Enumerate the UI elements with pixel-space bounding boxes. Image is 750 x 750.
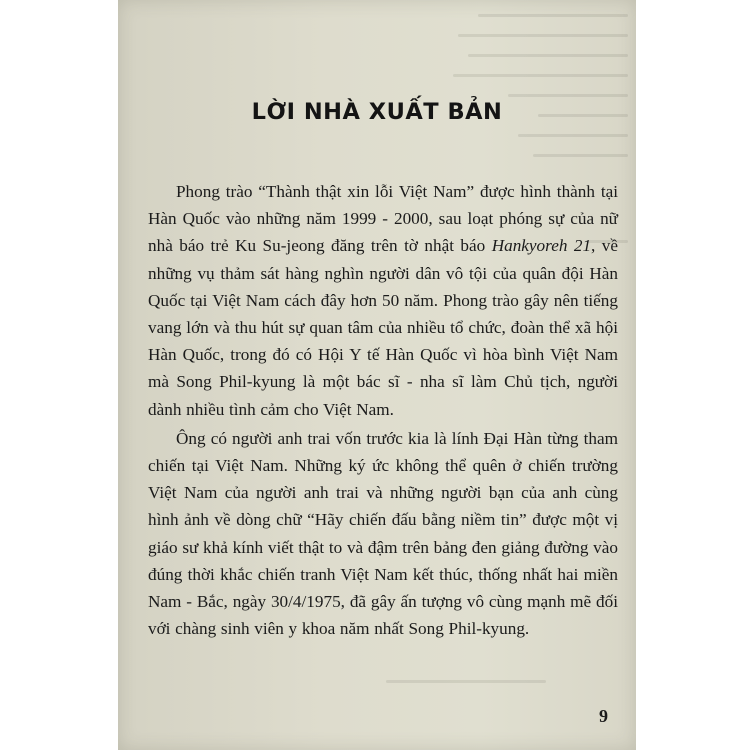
paragraph-1-text-before: Phong trào “Thành thật xin lỗi Việt Nam” được hình thành tại Hàn Quốc vào những năm 1999 - 2000, sau loạt phóng sự của nữ nhà báo trẻ Ku Su-jeong đăng trên tờ nhật báo	[148, 182, 618, 256]
page-number: 9	[599, 706, 608, 726]
paragraph-1-text-after: , về những vụ thảm sát hàng nghìn người dân vô tội của quân đội Hàn Quốc tại Việt Nam cách đây hơn 50 năm. Phong trào gây nên tiếng vang lớn và thu hút sự quan tâm của nhiều tổ chức, đoàn thể xã hội Hàn Quốc, trong đó có Hội Y tế Hàn Quốc vì hòa bình Việt Nam mà Song Phil-kyung là một bác sĩ - nha sĩ làm Chủ tịch, người dành nhiều tình cảm cho Việt Nam.	[148, 236, 619, 419]
page-heading: LỜI NHÀ XUẤT BẢN	[251, 99, 503, 125]
paragraph-1	[148, 178, 618, 423]
paragraph-2: Ông có người anh trai vốn trước kia là lính Đại Hàn từng tham chiến tại Việt Nam. Những ký ức không thể quên ở chiến trường Việt Nam của người anh trai và những người bạn của anh cùng hình ảnh về dòng chữ “Hãy chiến đấu bằng niềm tin” được một vị giáo sư khả kính viết thật to và đậm trên bảng đen giảng đường vào đúng thời khắc chiến tranh Việt Nam kết thúc, thống nhất hai miền Nam - Bắc, ngày 30/4/1975, đã gây ấn tượng vô cùng mạnh mẽ đối với chàng sinh viên y khoa năm nhất Song Phil-kyung.	[148, 428, 618, 639]
book-page	[118, 0, 636, 750]
newspaper-title: Hankyoreh 21	[491, 236, 592, 256]
body-text	[148, 178, 618, 642]
